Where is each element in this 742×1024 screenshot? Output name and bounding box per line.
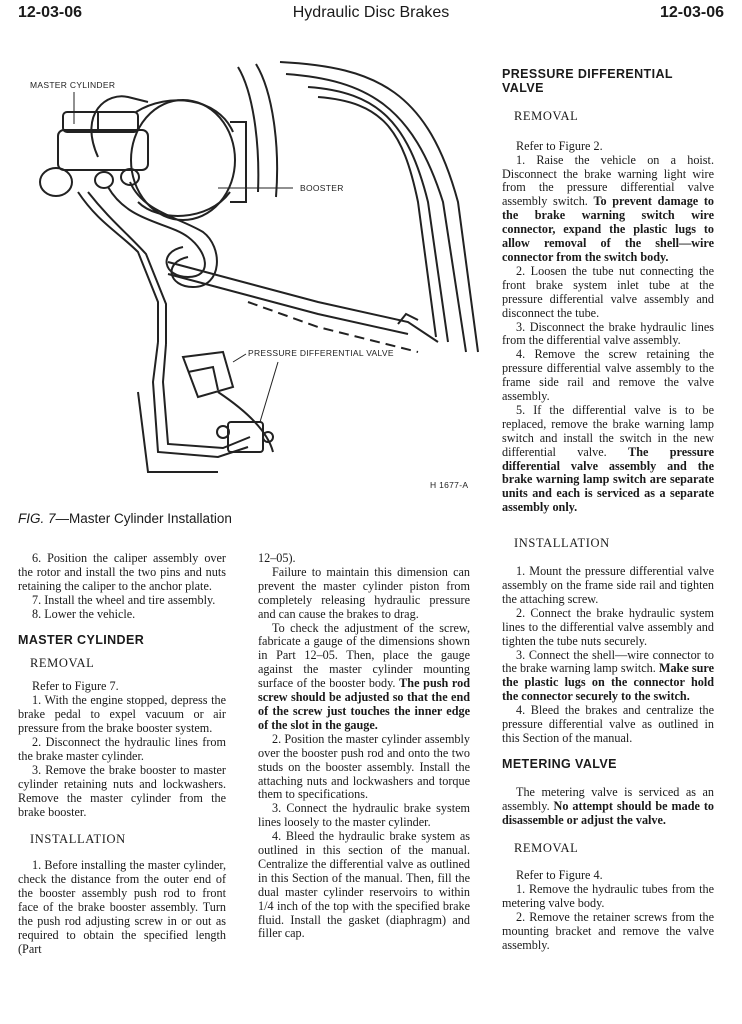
step-8: 8. Lower the vehicle.	[32, 606, 136, 621]
pdv-removal-step-4: 4. Remove the screw retaining the pressure differential valve assembly to the frame side rail and remove the valve assembly.	[502, 347, 714, 404]
heading-installation: INSTALLATION	[30, 832, 126, 847]
heading-master-cylinder: MASTER CYLINDER	[18, 632, 145, 647]
pdv-installation-step-3-text: 3. Connect the shell—wire connector to the brake warning lamp switch.	[502, 647, 714, 676]
column-right	[502, 68, 714, 953]
installation-step-1: 1. Before installing the master cylinder, check the distance from the outer end of the booster assembly push rod to front face of the brake booster assembly. Turn the push rod adjusting screw in or out as required to obtain the specified length (Part	[18, 858, 226, 956]
figure-code: H 1677-A	[430, 480, 469, 490]
metering-removal-step-2: 2. Remove the retainer screws from the mounting bracket and remove the valve assembly.	[502, 910, 714, 952]
callout-booster: BOOSTER	[300, 183, 344, 193]
part-reference: 12–05).	[258, 551, 296, 565]
pdv-removal-step-5-note: The pressure differential valve assembly and the brake warning lamp switch are separate units and each is serviced as a separate assembly only.	[502, 444, 714, 515]
removal-step-1: 1. With the engine stopped, depress the brake pedal to expel vacuum or air pressure from the brake booster system.	[18, 693, 226, 736]
installation-step-3: 3. Connect the hydraulic brake system lines loosely to the master cylinder.	[258, 801, 470, 830]
page-number-right: 12-03-06	[659, 4, 724, 21]
pdv-installation-step-4: 4. Bleed the brakes and centralize the pressure differential valve as outlined in this Section of the manual.	[502, 703, 714, 745]
refer-figure-2: Refer to Figure 2.	[516, 138, 603, 153]
figure-caption-prefix: FIG. 7	[18, 511, 56, 526]
page-title: Hydraulic Disc Brakes	[292, 4, 450, 21]
metering-valve-note-text: The metering valve is serviced as an assembly.	[502, 784, 714, 813]
metering-removal-step-1: 1. Remove the hydraulic tubes from the metering valve body.	[502, 882, 714, 911]
pdv-removal-step-2: 2. Loosen the tube nut connecting the front brake system inlet tube at the pressure differential valve assembly and disconnect the tube.	[502, 263, 714, 320]
pdv-removal-step-3: 3. Disconnect the brake hydraulic lines from the differential valve assembly.	[502, 319, 714, 348]
step-7: 7. Install the wheel and tire assembly.	[32, 592, 216, 607]
column-left	[18, 552, 226, 957]
pdv-removal-step-5	[502, 404, 714, 515]
installation-step-4: 4. Bleed the hydraulic brake system as outlined in this section of the manual. Centralize the differential valve as outlined in this Section of the manual. Then, fill the dual master cylinder reservoirs to within 1/4 inch of the top with the specified brake fluid. Install the gasket (diaphragm) and filler cap.	[258, 829, 470, 941]
refer-figure-7: Refer to Figure 7.	[32, 679, 119, 694]
refer-figure-4: Refer to Figure 4.	[516, 868, 603, 883]
adjustment-check	[258, 622, 470, 733]
pdv-removal-step-1	[502, 154, 714, 265]
heading-pdv-installation: INSTALLATION	[514, 536, 610, 551]
metering-valve-note	[502, 786, 714, 828]
heading-metering-removal: REMOVAL	[514, 840, 579, 855]
pdv-installation-step-3	[502, 649, 714, 705]
pdv-installation-step-2: 2. Connect the brake hydraulic system lines to the differential valve assembly and tighten the tube nuts securely.	[502, 605, 714, 648]
metering-valve-note-warning: No attempt should be made to disassemble or adjust the valve.	[502, 798, 714, 827]
column-middle	[258, 552, 470, 941]
pdv-installation-step-3-emphasis: Make sure the plastic lugs on the connector hold the connector securely to the switch.	[502, 661, 715, 704]
installation-step-2: 2. Position the master cylinder assembly over the booster push rod and onto the two studs on the booster assembly. Install the attaching nuts and lockwashers and torque them to specifications.	[258, 731, 470, 802]
heading-pdv-removal: REMOVAL	[514, 108, 579, 123]
failure-note: Failure to maintain this dimension can prevent the master cylinder piston from completely releasing hydraulic pressure and can cause the brakes to drag.	[258, 564, 470, 621]
adjustment-check-emphasis: The push rod screw should be adjusted so that the end of the screw just touches the inner edge of the slot in the gauge.	[258, 676, 470, 732]
heading-pressure-differential-valve: PRESSURE DIFFERENTIAL VALVE	[502, 67, 673, 95]
page-number-left: 12-03-06	[18, 4, 83, 21]
removal-step-2: 2. Disconnect the hydraulic lines from the brake master cylinder.	[18, 734, 226, 763]
figure-caption-text: —Master Cylinder Installation	[55, 511, 232, 526]
pdv-installation-step-1: 1. Mount the pressure differential valve assembly on the frame side rail and tighten the attaching screw.	[502, 564, 714, 606]
step-6: 6. Position the caliper assembly over the rotor and install the two pins and nuts retaining the caliper to the anchor plate.	[18, 551, 226, 593]
callout-pressure-differential-valve: PRESSURE DIFFERENTIAL VALVE	[248, 348, 394, 358]
pdv-removal-step-5-text: 5. If the differential valve is to be replaced, remove the brake warning lamp switch and install the switch in the new differential valve.	[502, 402, 714, 459]
figure-caption	[18, 511, 232, 526]
adjustment-check-text: To check the adjustment of the screw, fabricate a gauge of the dimensions shown in Part 12–05. Then, place the gauge against the master cylinder mounting surface of the booster body.	[258, 620, 470, 691]
pdv-removal-step-1-text: 1. Raise the vehicle on a hoist. Disconnect the brake warning light wire from the pressure differential valve assembly switch.	[502, 152, 714, 209]
pdv-removal-step-1-warning: To prevent damage to the brake warning switch wire connector, expand the plastic lugs to allow removal of the shell—wire connector from the switch body.	[502, 194, 714, 264]
removal-step-3: 3. Remove the brake booster to master cylinder retaining nuts and lockwashers. Remove the master cylinder from the brake booster.	[18, 762, 226, 819]
heading-metering-valve: METERING VALVE	[502, 756, 617, 771]
master-cylinder-illustration	[18, 52, 488, 500]
callout-master-cylinder: MASTER CYLINDER	[30, 80, 116, 90]
master-cylinder-figure	[18, 52, 488, 500]
heading-removal: REMOVAL	[30, 656, 95, 671]
